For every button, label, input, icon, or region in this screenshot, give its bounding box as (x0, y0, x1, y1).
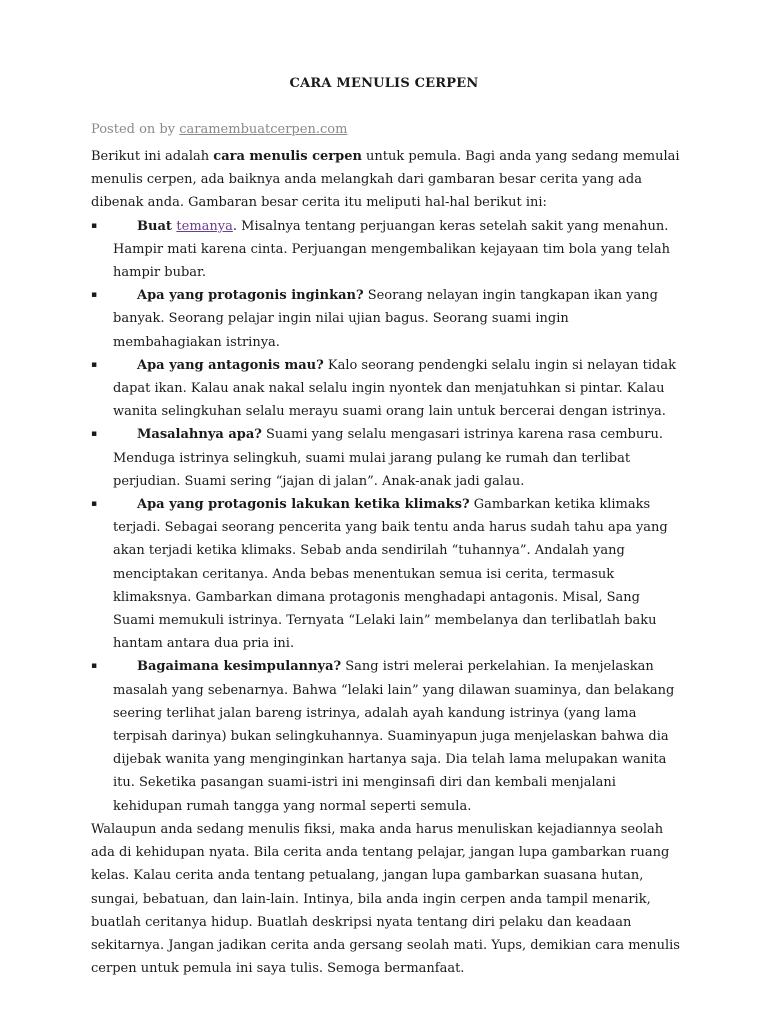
theme-link[interactable]: temanya (176, 218, 233, 234)
list-item-theme (91, 215, 681, 285)
bullet-icon: ▪ (91, 429, 98, 440)
list-item-heading: Apa yang antagonis mau? (137, 357, 324, 373)
bullet-icon: ▪ (91, 220, 98, 231)
bullet-icon: ▪ (91, 359, 98, 370)
list-item-conclusion (91, 655, 681, 817)
page-title: CARA MENULIS CERPEN (289, 76, 479, 91)
list-item-heading: Apa yang protagonis lakukan ketika klimaks? (137, 497, 470, 513)
source-link[interactable]: caramembuatcerpen.com (179, 122, 348, 137)
intro-text-2: untuk pemula. Bagi anda yang sedang memulai menulis cerpen, ada baiknya anda melangkah dari gambaran besar cerita yang ada dibenak anda. Gambaran besar cerita itu meliputi hal-hal berikut ini: (91, 149, 680, 211)
list-item-heading: Apa yang protagonis inginkan? (137, 288, 364, 304)
posted-line (91, 122, 347, 137)
bullet-icon: ▪ (91, 499, 98, 510)
posted-prefix: Posted on by (91, 122, 180, 137)
list-item-heading: Buat (137, 218, 177, 234)
list-item-protagonist-wants (91, 284, 681, 354)
list-item-text: . Misalnya tentang perjuangan keras setelah sakit yang menahun. Hampir mati karena cinta. Perjuangan mengembalikan kejayaan tim bola yang telah hampir bubar. (113, 218, 670, 281)
list-item-climax (91, 493, 681, 655)
list-item-text: Sang istri melerai perkelahian. Ia menjelaskan masalah yang sebenarnya. Bahwa “lelaki lain” yang dilawan suaminya, dan belakang seering terlihat jalan bareng istrinya, adalah ayah kandung istrinya (yang lama terpisah darinya) bukan selingkuhannya. Suaminyapun juga menjelaskan bahwa dia dijebak wanita yang menginginkan hartanya saja. Dia telah lama melupakan wanita itu. Seketika pasangan suami-istri ini menginsafi diri dan kembali menjalani kehidupan rumah tangga yang normal seperti semula. (113, 659, 675, 814)
list-item-antagonist-wants (91, 354, 681, 424)
list-item-problem (91, 423, 681, 493)
intro-paragraph (91, 145, 681, 215)
intro-bold: cara menulis cerpen (213, 149, 362, 164)
list-item-text: Kalo seorang pendengki selalu ingin si nelayan tidak dapat ikan. Kalau anak nakal selalu ingin nyontek dan menjatuhkan si pintar. Kalau wanita selingkuhan selalu merayu suami orang lain untuk bercerai dengan istrinya. (113, 357, 676, 420)
bullet-icon: ▪ (91, 661, 98, 672)
article-body (91, 145, 681, 980)
list-item-text: Gambarkan ketika klimaks terjadi. Sebagai seorang pencerita yang baik tentu anda harus sudah tahu apa yang akan terjadi ketika klimaks. Sebab anda sendirilah “tuhannya”. Andalah yang menciptakan ceritanya. Anda bebas menentukan semua isi cerita, termasuk klimaksnya. Gambarkan dimana protagonis menghadapi antagonis. Misal, Sang Suami memukuli istrinya. Ternyata “Lelaki lain” membelanya dan terlibatlah baku hantam antara dua pria ini. (113, 497, 668, 652)
list-item-text: Seorang nelayan ingin tangkapan ikan yang banyak. Seorang pelajar ingin nilai ujian bagus. Seorang suami ingin membahagiakan istrinya. (113, 288, 658, 350)
intro-text-1: Berikut ini adalah (91, 149, 214, 164)
element-list (91, 215, 681, 818)
bullet-icon: ▪ (91, 290, 98, 301)
list-item-heading: Bagaimana kesimpulannya? (137, 659, 342, 675)
list-item-heading: Masalahnya apa? (137, 427, 262, 443)
closing-paragraph: Walaupun anda sedang menulis fiksi, maka anda harus menuliskan kejadiannya seolah ada di kehidupan nyata. Bila cerita anda tentang pelajar, jangan lupa gambarkan ruang kelas. Kalau cerita anda tentang petualang, jangan lupa gambarkan suasana hutan, sungai, bebatuan, dan lain-lain. Intinya, bila anda ingin cerpen anda tampil menarik, buatlah ceritanya hidup. Buatlah deskripsi nyata tentang diri pelaku dan keadaan sekitarnya. Jangan jadikan cerita anda gersang seolah mati. Yups, demikian cara menulis cerpen untuk pemula ini saya tulis. Semoga bermanfaat. (91, 821, 680, 977)
list-item-text: Suami yang selalu mengasari istrinya karena rasa cemburu. Menduga istrinya selingkuh, suami mulai jarang pulang ke rumah dan terlibat perjudian. Suami sering “jajan di jalan”. Anak-anak jadi galau. (113, 427, 663, 489)
